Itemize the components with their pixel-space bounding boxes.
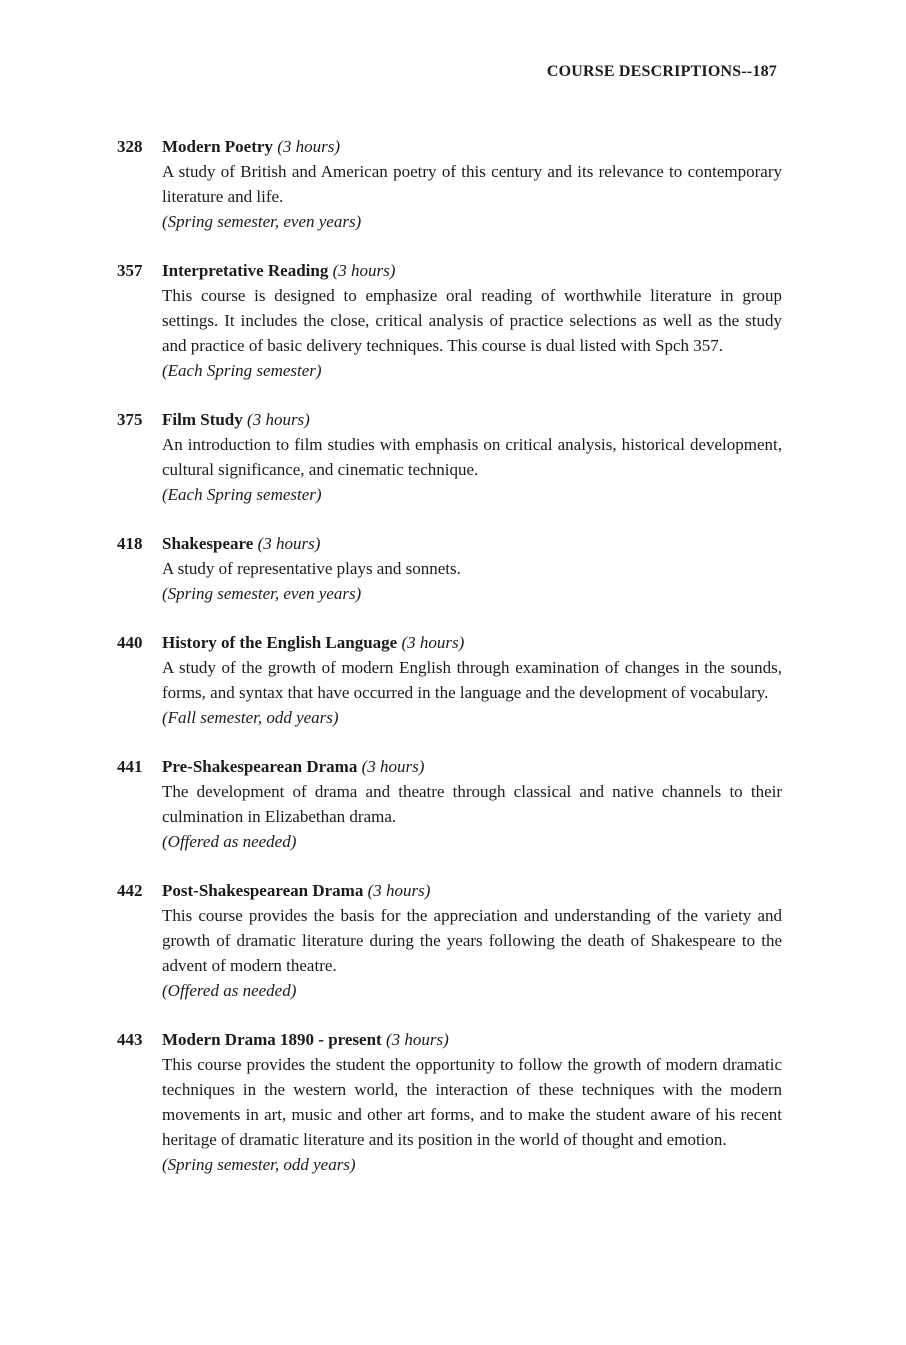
course-title-line [162,407,782,432]
course-number: 357 [117,261,143,280]
course-title-line [162,1027,782,1052]
course-offered: (Fall semester, odd years) [162,708,339,727]
course-title: Shakespeare [162,534,254,553]
course-description: An introduction to film studies with emphasis on critical analysis, historical development, cultural significance, and cinematic technique. [162,435,782,479]
course-title: History of the English Language [162,633,398,652]
course-offered: (Each Spring semester) [162,361,322,380]
course-entry [117,630,782,730]
course-title: Modern Poetry [162,137,273,156]
course-number: 443 [117,1030,143,1049]
course-description: This course provides the basis for the appreciation and understanding of the variety and growth of dramatic literature during the years following the death of Shakespeare to the advent of modern theatre. [162,906,782,975]
course-title: Modern Drama 1890 - present [162,1030,382,1049]
course-description: This course is designed to emphasize oral reading of worthwhile literature in group settings. It includes the close, critical analysis of practice selections as well as the study and practice of basic delivery techniques. This course is dual listed with Spch 357. [162,286,782,355]
course-title-line [162,630,782,655]
course-title: Interpretative Reading [162,261,329,280]
course-offered: (Spring semester, odd years) [162,1155,356,1174]
course-offered: (Spring semester, even years) [162,584,362,603]
course-entry [117,134,782,234]
course-hours: (3 hours) [367,881,431,900]
course-number: 440 [117,633,143,652]
course-title-line [162,754,782,779]
course-description: The development of drama and theatre through classical and native channels to their culmination in Elizabethan drama. [162,782,782,826]
course-hours: (3 hours) [257,534,321,553]
course-description: This course provides the student the opportunity to follow the growth of modern dramatic techniques in the western world, the interaction of these techniques with the modern movements in art, music and other art forms, and to make the student aware of his recent heritage of dramatic literature and its position in the world of thought and emotion. [162,1055,782,1149]
course-content [162,407,782,507]
course-entry [117,531,782,606]
course-number: 418 [117,534,143,553]
course-hours: (3 hours) [385,1030,449,1049]
course-number: 328 [117,137,143,156]
course-number: 375 [117,410,143,429]
course-content [162,630,782,730]
course-entry [117,878,782,1003]
course-description: A study of British and American poetry of this century and its relevance to contemporary literature and life. [162,162,782,206]
course-content [162,531,782,606]
course-title-line [162,878,782,903]
course-entry [117,407,782,507]
course-entry [117,1027,782,1177]
course-hours: (3 hours) [361,757,425,776]
course-content [162,754,782,854]
course-content [162,258,782,383]
course-offered: (Spring semester, even years) [162,212,362,231]
course-list [117,134,782,1201]
course-content [162,134,782,234]
course-title-line [162,531,782,556]
course-hours: (3 hours) [401,633,465,652]
course-hours: (3 hours) [247,410,310,429]
course-description: A study of representative plays and sonnets. [162,559,461,578]
course-number: 441 [117,757,143,776]
course-title-line [162,134,782,159]
course-offered: (Offered as needed) [162,832,297,851]
course-offered: (Offered as needed) [162,981,297,1000]
course-hours: (3 hours) [332,261,396,280]
course-title: Pre-Shakespearean Drama [162,757,358,776]
course-content [162,1027,782,1177]
course-title: Film Study [162,410,243,429]
course-entry [117,754,782,854]
course-offered: (Each Spring semester) [162,485,322,504]
course-title: Post-Shakespearean Drama [162,881,364,900]
course-entry [117,258,782,383]
course-description: A study of the growth of modern English through examination of changes in the sounds, forms, and syntax that have occurred in the language and the development of vocabulary. [162,658,782,702]
course-number: 442 [117,881,143,900]
course-title-line [162,258,782,283]
course-hours: (3 hours) [277,137,340,156]
running-head: COURSE DESCRIPTIONS--187 [546,63,777,80]
course-content [162,878,782,1003]
